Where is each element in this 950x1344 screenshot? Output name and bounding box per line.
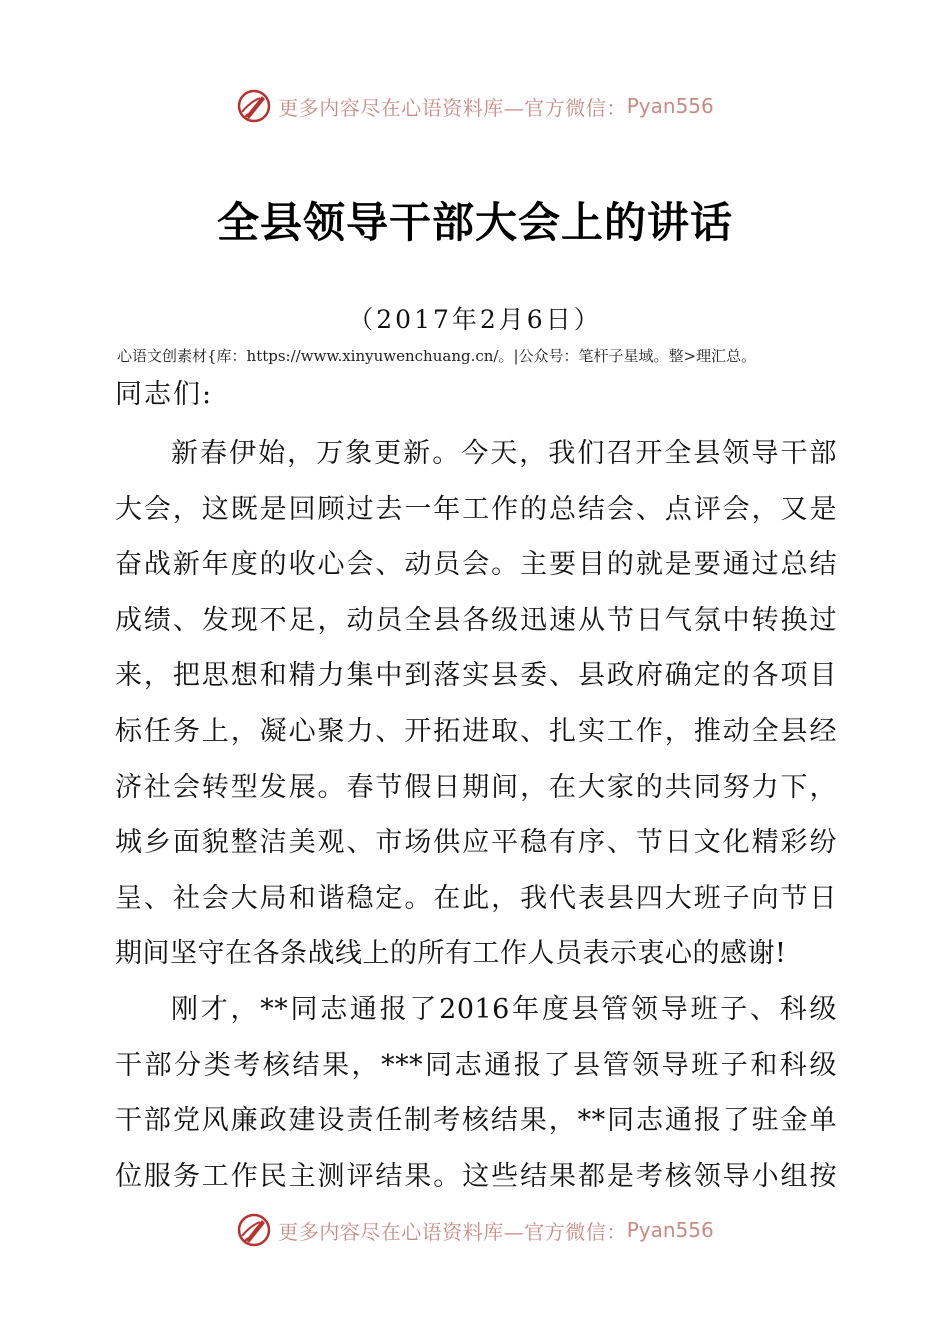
paragraph-1 xyxy=(115,426,837,982)
greeting: 同志们: xyxy=(115,379,214,410)
paragraph-line: 济社会转型发展。春节假日期间，在大家的共同努力下， xyxy=(115,771,837,803)
paragraph-line: 来，把思想和精力集中到落实县委、县政府确定的各项目 xyxy=(115,660,837,692)
document-date: （2017年2月6日） xyxy=(348,305,602,334)
paragraph-line: 大会，这既是回顾过去一年工作的总结会、点评会，又是 xyxy=(115,493,837,525)
footer-banner xyxy=(0,1208,950,1252)
document-title: 全县领导干部大会上的讲话 xyxy=(216,198,733,247)
paragraph-line: 奋战新年度的收心会、动员会。主要目的就是要通过总结 xyxy=(115,549,837,581)
banner-wechat-id: Pyan556 xyxy=(626,1218,714,1242)
banner-text: 更多内容尽在心语资料库—官方微信： xyxy=(278,1219,627,1244)
source-note: 心语文创素材{库：https://www.xinyuwenchuang.cn/。|公众号：笔杆子星域。整>理汇总。 xyxy=(117,347,757,365)
banner-wechat-id: Pyan556 xyxy=(626,94,714,118)
paragraph-line: 城乡面貌整洁美观、市场供应平稳有序、节日文化精彩纷 xyxy=(115,827,837,859)
paragraph-line: 呈、社会大局和谐稳定。在此，我代表县四大班子向节日 xyxy=(115,882,837,914)
paragraph-line: 标任务上，凝心聚力、开拓进取、扎实工作，推动全县经 xyxy=(115,715,837,747)
paragraph-line: 成绩、发现不足，动员全县各级迅速从节日气氛中转换过 xyxy=(115,604,837,636)
pen-logo-icon xyxy=(236,88,272,124)
paragraph-line: 位服务工作民主测评结果。这些结果都是考核领导小组按 xyxy=(115,1160,837,1192)
paragraph-line: 新春伊始，万象更新。今天，我们召开全县领导干部 xyxy=(171,438,837,469)
header-banner xyxy=(0,84,950,128)
paragraph-line: 干部分类考核结果，***同志通报了县管领导班子和科级 xyxy=(115,1049,837,1081)
paragraph-line: 期间坚守在各条战线上的所有工作人员表示衷心的感谢! xyxy=(115,938,787,970)
paragraph-2 xyxy=(115,982,837,1204)
pen-logo-icon xyxy=(236,1212,272,1248)
paragraph-line: 干部党风廉政建设责任制考核结果，**同志通报了驻金单 xyxy=(115,1105,837,1137)
paragraph-line: 刚才，**同志通报了2016年度县管领导班子、科级 xyxy=(171,994,837,1025)
banner-text: 更多内容尽在心语资料库—官方微信： xyxy=(278,95,627,120)
